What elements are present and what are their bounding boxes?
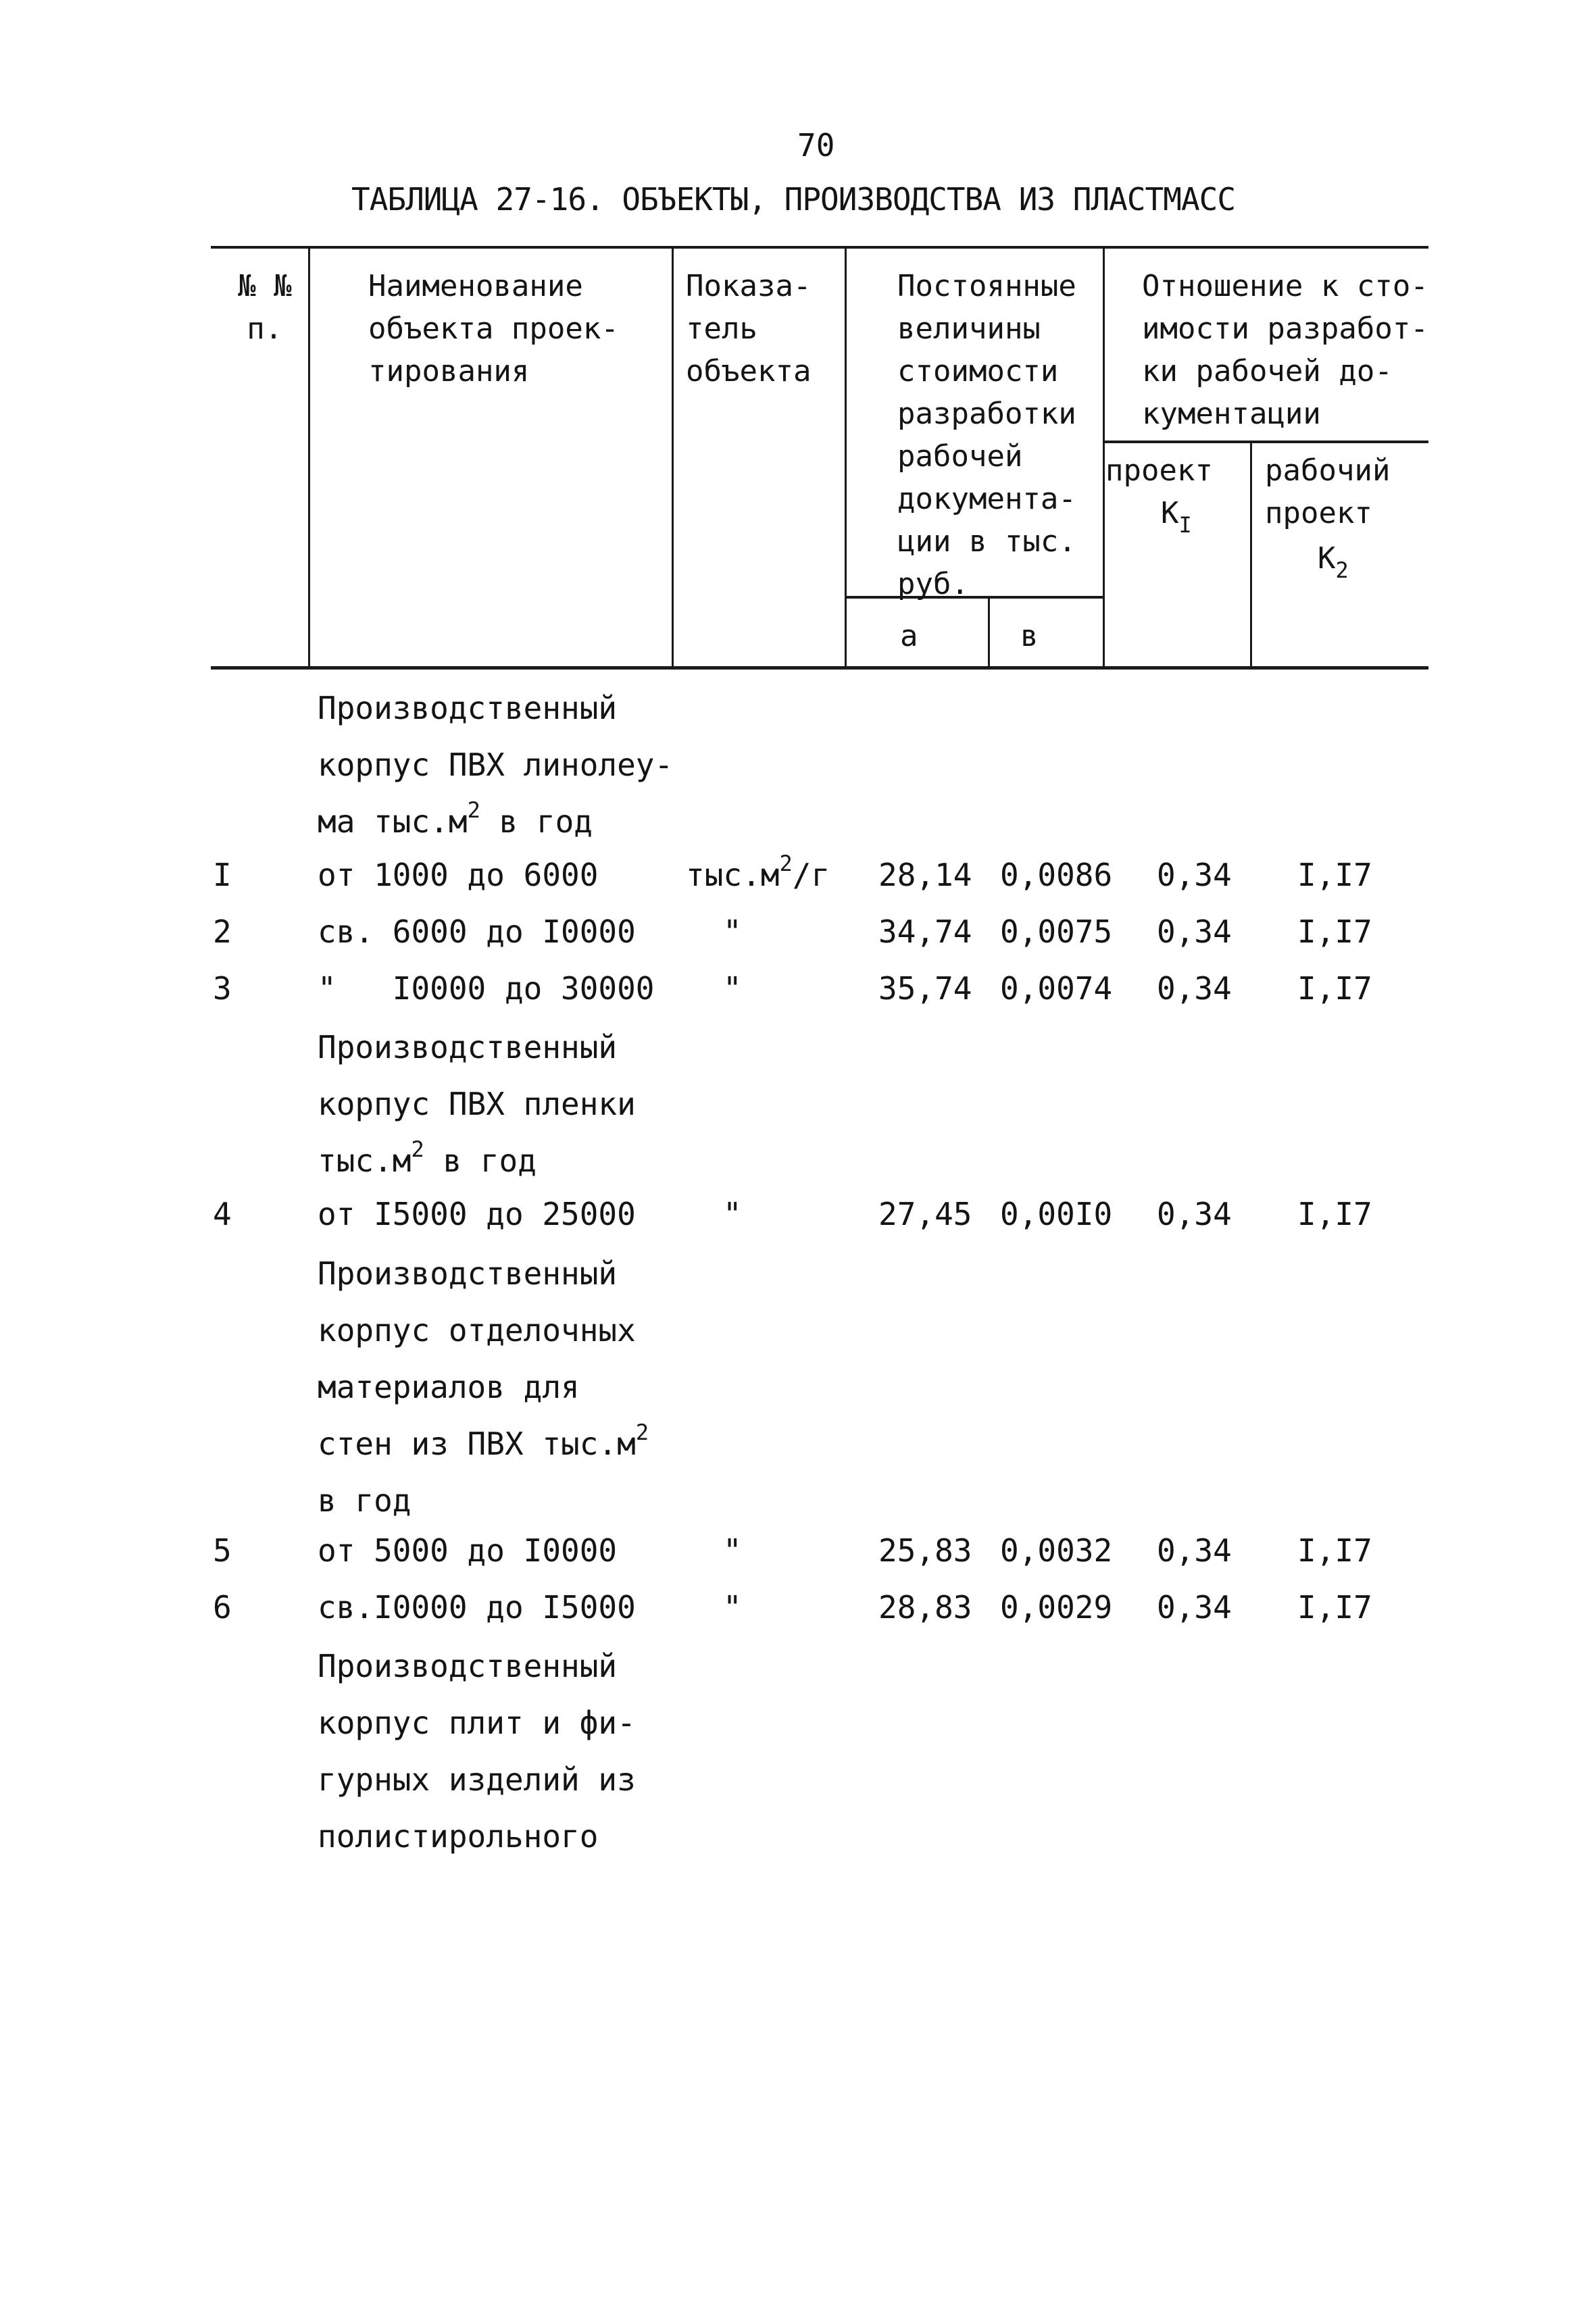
row-unit: " bbox=[723, 1196, 742, 1232]
row-k2: I,I7 bbox=[1297, 857, 1372, 893]
row-unit: " bbox=[723, 1589, 742, 1626]
row-num: 4 bbox=[213, 1196, 232, 1232]
row-name: от I5000 до 25000 bbox=[318, 1196, 636, 1232]
row-k1: 0,34 bbox=[1157, 1589, 1232, 1626]
header-k1-label: проект bbox=[1105, 453, 1213, 488]
header-k2-label: рабочий проект bbox=[1265, 453, 1391, 530]
row-num: 3 bbox=[213, 970, 232, 1007]
col-divider-k bbox=[1250, 442, 1252, 668]
header-k2-symbol: $К_2$ bbox=[1318, 541, 1349, 583]
ratio-divider bbox=[1103, 441, 1428, 443]
row-unit: " bbox=[723, 970, 742, 1007]
row-b: 0,0075 bbox=[1000, 913, 1113, 950]
row-k1: 0,34 bbox=[1157, 1196, 1232, 1232]
row-k1: 0,34 bbox=[1157, 913, 1232, 950]
row-num: 2 bbox=[213, 913, 232, 950]
col-divider-ab bbox=[988, 597, 990, 668]
row-a: 25,83 bbox=[878, 1532, 972, 1569]
row-b: 0,0029 bbox=[1000, 1589, 1113, 1626]
col-divider-3 bbox=[845, 249, 847, 668]
col-divider-2 bbox=[672, 249, 674, 668]
header-name: Наименование объекта проек- тирования bbox=[368, 269, 619, 388]
row-num: 6 bbox=[213, 1589, 232, 1626]
group-heading-2: Производственный корпус ПВХ пленки $тыс.м^2$ в год bbox=[318, 1029, 636, 1179]
group-heading-1: Производственный корпус ПВХ линолеу- ма $тыс.м^2$ в год bbox=[318, 690, 674, 840]
row-k2: I,I7 bbox=[1297, 913, 1372, 950]
header-bottom-rule bbox=[211, 666, 1428, 670]
header-ratio: Отношение к сто- имости разработ- ки рабочей до- кументации bbox=[1142, 269, 1428, 431]
header-col-a: а bbox=[900, 619, 918, 653]
header-num: № № п. bbox=[238, 269, 292, 346]
row-unit: " bbox=[723, 913, 742, 950]
row-num: I bbox=[213, 857, 232, 893]
row-num: 5 bbox=[213, 1532, 232, 1569]
header-top-rule bbox=[211, 246, 1428, 249]
row-name: св.I0000 до I5000 bbox=[318, 1589, 636, 1626]
row-k2: I,I7 bbox=[1297, 1196, 1372, 1232]
group-heading-3: Производственный корпус отделочных материалов для стен из ПВХ $тыс.м^2$ в год bbox=[318, 1255, 649, 1519]
row-b: 0,00I0 bbox=[1000, 1196, 1113, 1232]
header-indicator: Показа- тель объекта bbox=[686, 269, 812, 388]
row-name: " I0000 до 30000 bbox=[318, 970, 655, 1007]
row-a: 34,74 bbox=[878, 913, 972, 950]
group-heading-4: Производственный корпус плит и фи- гурных изделий из полистирольного bbox=[318, 1648, 636, 1855]
table-title: ТАБЛИЦА 27-16. ОБЪЕКТЫ, ПРОИЗВОДСТВА ИЗ ПЛАСТМАСС bbox=[351, 181, 1236, 218]
row-unit: $тыс.м^2/г$ bbox=[686, 851, 830, 893]
row-name: св. 6000 до I0000 bbox=[318, 913, 636, 950]
row-a: 27,45 bbox=[878, 1196, 972, 1232]
row-k2: I,I7 bbox=[1297, 1589, 1372, 1626]
row-k2: I,I7 bbox=[1297, 1532, 1372, 1569]
header-col-b: в bbox=[1020, 619, 1039, 653]
row-b: 0,0074 bbox=[1000, 970, 1113, 1007]
row-b: 0,0032 bbox=[1000, 1532, 1113, 1569]
row-unit: " bbox=[723, 1532, 742, 1569]
row-k2: I,I7 bbox=[1297, 970, 1372, 1007]
row-name: от 5000 до I0000 bbox=[318, 1532, 618, 1569]
row-k1: 0,34 bbox=[1157, 970, 1232, 1007]
page-number: 70 bbox=[797, 127, 835, 164]
row-b: 0,0086 bbox=[1000, 857, 1113, 893]
header-k1-symbol: $К_I$ bbox=[1161, 496, 1192, 538]
row-k1: 0,34 bbox=[1157, 857, 1232, 893]
row-name: от 1000 до 6000 bbox=[318, 857, 599, 893]
col-divider-1 bbox=[308, 249, 310, 668]
row-k1: 0,34 bbox=[1157, 1532, 1232, 1569]
header-constants: Постоянные величины стоимости разработки рабочей документа- ции в тыс. руб. bbox=[897, 269, 1076, 601]
row-a: 35,74 bbox=[878, 970, 972, 1007]
row-a: 28,14 bbox=[878, 857, 972, 893]
col-divider-4 bbox=[1103, 249, 1105, 668]
row-a: 28,83 bbox=[878, 1589, 972, 1626]
